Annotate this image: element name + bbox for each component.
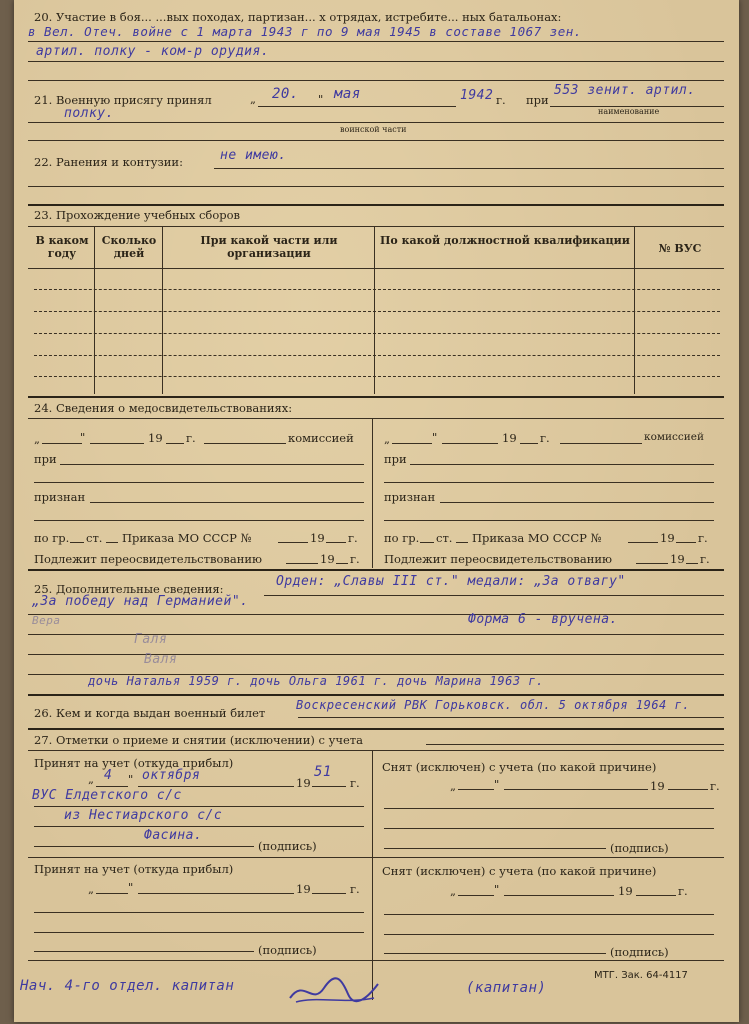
accepted-handwriting-2: из Нестиарского с/с: [64, 808, 223, 823]
oath-day: 20.: [272, 86, 299, 102]
awards-handwriting-1: Орден: „Славы III ст." медали: „За отвагу": [276, 574, 626, 589]
col-year: В каком году: [35, 234, 89, 260]
section-22-label: 22. Ранения и контузии:: [34, 155, 183, 169]
col-vus: № ВУС: [658, 242, 702, 255]
section-23-label: 23. Прохождение учебных сборов: [34, 208, 241, 222]
section-21-label: 21. Военную присягу принял: [34, 93, 212, 107]
military-id-handwriting: Воскресенский РВК Горьковск. обл. 5 октября 1964 г.: [296, 698, 690, 712]
section-27-label: 27. Отметки о приеме и снятии (исключении) с учета: [34, 733, 363, 747]
section-20-handwriting-2: артил. полку - ком-р орудия.: [36, 44, 270, 59]
accepted-handwriting-3: Фасина.: [144, 828, 203, 843]
oath-year: 1942: [460, 88, 494, 103]
col-qualification: По какой должностной квалификации: [380, 234, 630, 247]
signature-name-handwriting: (капитан): [466, 980, 547, 996]
oath-unit: 553 зенит. артил.: [554, 83, 696, 98]
print-order-number: МТГ. Зак. 64-4117: [594, 970, 688, 981]
oath-unit-2: полку.: [64, 106, 114, 121]
signature-scribble: [286, 970, 382, 1010]
wounds-handwriting: не имею.: [220, 148, 287, 163]
section-20-label: 20. Участие в боя... ...вых походах, партизан... х отрядах, истребите... ных батальонах:: [34, 10, 562, 24]
section-25-label: 25. Дополнительные сведения:: [34, 582, 224, 596]
accepted-handwriting-1: ВУС Елдетского с/с: [32, 788, 182, 803]
awards-handwriting-2: „За победу над Германией".: [32, 594, 249, 609]
col-days: Сколько дней: [101, 234, 157, 260]
col-unit: При какой части или организации: [200, 234, 338, 260]
form6-handwriting: Форма 6 - вручена.: [468, 612, 618, 627]
military-record-card-back: 20. Участие в боя... ...вых походах, партизан... х отрядах, истребите... ных батальонах: в Вел. Отеч. войне с 1 марта 1943 г по 9 мая 1945 в составе 1067 зен. артил. полку - ком-р орудия. 21. Военную присягу принял „ 20. " мая 1942 г. при 553 зенит. артил. наименование полку. воинской части 22. Ранения и контузии: не имею. 23. Прохождение учебных сборов В каком году Сколько дней При какой части или организации По какой должностной квалификации № ВУС 24. Сведения о медосвидетельствованиях: „ " 19 г. комиссией при признан по гр. ст. Приказа МО СССР № 19 г. Подлежит переосвидетельствованию 19 г. „ " 19 г. комиссией при признан по гр. ст. Приказа МО СССР № 19 г. Подлежит переосвидетельствованию 19 г. 25. Дополнительные сведения: Орден: „Славы III ст." медали: „За отвагу" „За победу над Германией". Вера Форма 6 - вручена. Галя Валя дочь Наталья 1959 г. дочь Ольга 1961 г. дочь Марина 1963 г. 26. Кем и когда выдан военный билет Воскресенский РВК Горьковск. обл. 5 октября 1964 г. 27. Отметки о приеме и снятии (исключении) с учета Принят на учет (откуда прибыл) „ 4 " октября 19 51 г. ВУС Елдетского с/с из Нестиарского с/с Фасина. (подпись) Снят (исключен) с учета (по какой причине) „ " 19 г. (подпись) Принят на учет (откуда прибыл) „ " 19 г. (подпись) Снят (исключен) с учета (по какой причине) „ " 19 г. (подпись) Нач. 4-го отдел. капитан (капитан) МТГ. Зак. 64-4117: [14, 0, 739, 1022]
section-24-label: 24. Сведения о медосвидетельствованиях:: [34, 401, 293, 415]
section-20-handwriting-1: в Вел. Отеч. войне с 1 марта 1943 г по 9 мая 1945 в составе 1067 зен.: [28, 24, 582, 39]
oath-month: мая: [334, 86, 361, 102]
signature-title-handwriting: Нач. 4-го отдел. капитан: [20, 978, 235, 994]
section-26-label: 26. Кем и когда выдан военный билет: [34, 706, 266, 720]
children-handwriting: дочь Наталья 1959 г. дочь Ольга 1961 г. дочь Марина 1963 г.: [88, 674, 544, 688]
